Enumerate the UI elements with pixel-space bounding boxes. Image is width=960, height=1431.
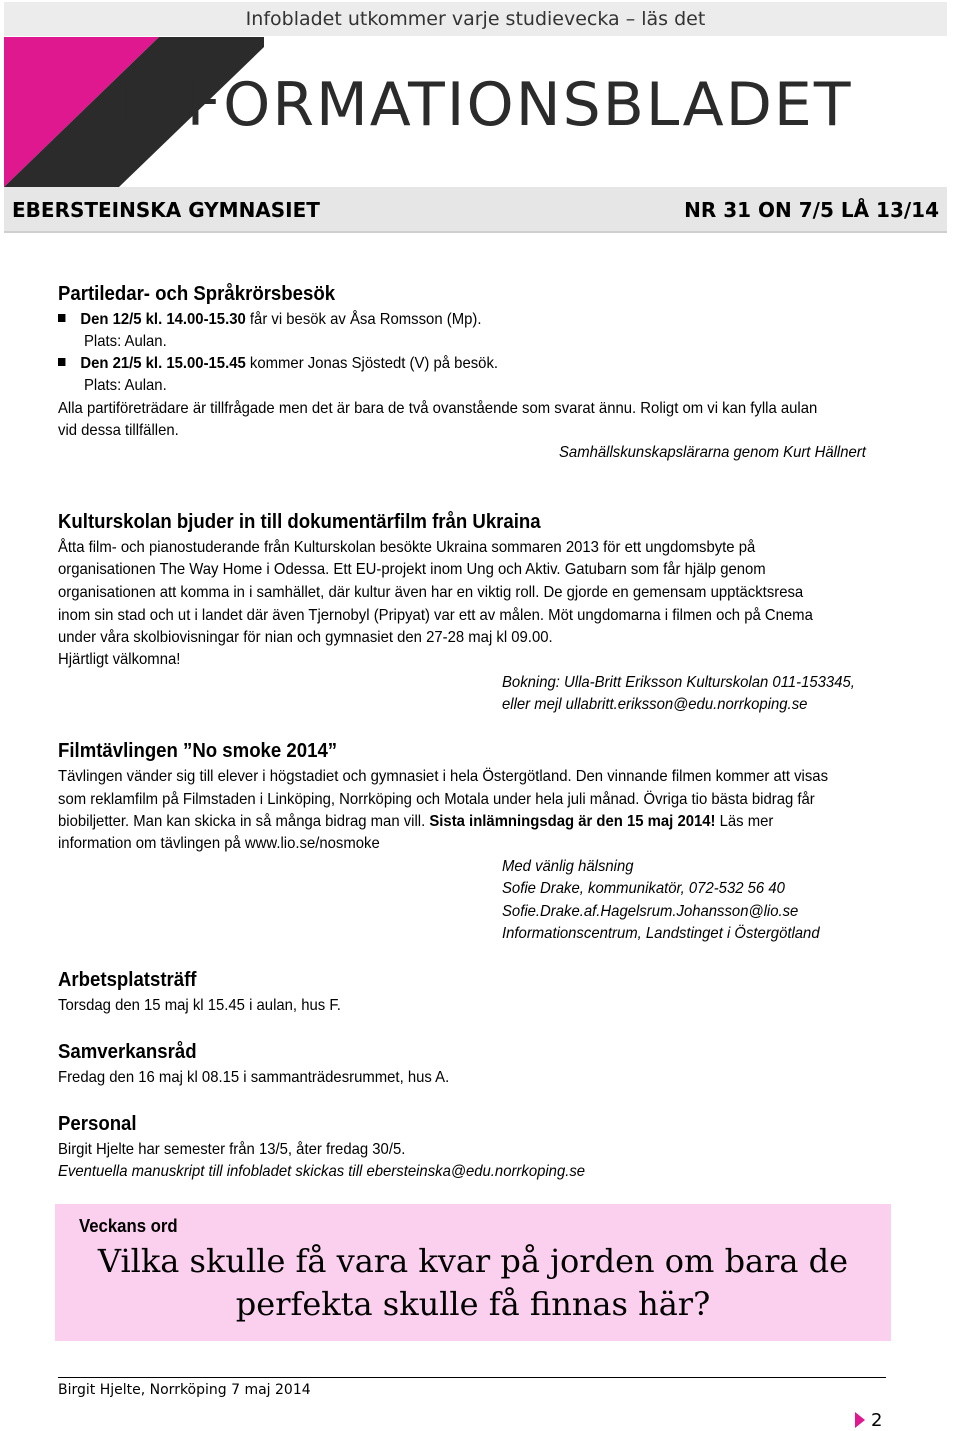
body-text: Alla partiföreträdare är tillfrågade men det är bara de två ovanstående som svarat ännu. Roligt om vi kan fylla aulan xyxy=(58,400,818,417)
page-number xyxy=(855,1410,882,1431)
body-text xyxy=(58,811,773,833)
bullet-bold: Den 21/5 kl. 15.00-15.45 xyxy=(80,355,246,372)
footer-divider xyxy=(58,1377,886,1378)
body-text-link[interactable]: information om tävlingen på www.lio.se/nosmoke xyxy=(58,835,380,852)
signoff-line: Sofie Drake, kommunikatör, 072-532 56 40 xyxy=(502,880,785,897)
footer-text: Birgit Hjelte, Norrköping 7 maj 2014 xyxy=(58,1382,311,1398)
quote-text xyxy=(55,1240,891,1326)
bullet-item xyxy=(58,309,481,331)
weekly-quote-box xyxy=(55,1204,891,1341)
school-bar xyxy=(4,187,947,233)
bullet-place: Plats: Aulan. xyxy=(84,333,167,350)
body-text: som reklamfilm på Filmstaden i Linköping, Norrköping och Motala under hela juli månad. Övriga tio bästa bidrag får xyxy=(58,791,815,808)
tagline-text: Infobladet utkommer varje studievecka – läs det xyxy=(245,8,706,30)
manuscript-note: Eventuella manuskript till infobladet skickas till ebersteinska@edu.norrkoping.se xyxy=(58,1163,586,1180)
body-text: organisationen The Way Home i Odessa. Ett EU-projekt inom Ung och Aktiv. Gatubarn som får hjälp genom xyxy=(58,561,766,578)
section-title-arbets: Arbetsplatsträff xyxy=(58,969,197,991)
tagline-bar xyxy=(4,2,947,36)
section-title-kultur: Kulturskolan bjuder in till dokumentärfilm från Ukraina xyxy=(58,511,541,533)
body-text: inom sin stad och ut i landet där även Tjernobyl (Pripyat) var ett av målen. Möt ungdomarna i filmen och på Cnema xyxy=(58,607,813,624)
body-text: organisationen att komma in i samhället, där kultur även har en viktig roll. De gjorde en gemensam upptäcktsresa xyxy=(58,584,804,601)
booking-line: Bokning: Ulla-Britt Eriksson Kulturskolan 011-153345, xyxy=(502,674,855,691)
bullet-text: kommer Jonas Sjöstedt (V) på besök. xyxy=(245,355,499,372)
body-text: Åtta film- och pianostuderande från Kulturskolan besökte Ukraina sommaren 2013 för ett ungdomsbyte på xyxy=(58,539,756,556)
signature: Samhällskunskapslärarna genom Kurt Hällnert xyxy=(559,444,866,461)
bullet-bold: Den 12/5 kl. 14.00-15.30 xyxy=(80,311,246,328)
school-name: EBERSTEINSKA GYMNASIET xyxy=(12,198,320,222)
bullet-icon xyxy=(58,358,65,366)
quote-label: Veckans ord xyxy=(79,1216,178,1236)
section-title-parti: Partiledar- och Språkrörsbesök xyxy=(58,283,336,305)
body-text: under våra skolbiovisningar för nian och gymnasiet den 27-28 maj kl 09.00. xyxy=(58,629,553,646)
body-text: Tävlingen vänder sig till elever i högstadiet och gymnasiet i hela Östergötland. Den vinnande filmen kommer att visas xyxy=(58,768,829,785)
bullet-item xyxy=(58,353,498,375)
body-text: Birgit Hjelte har semester från 13/5, åter fredag 30/5. xyxy=(58,1141,406,1158)
issue-number: NR 31 ON 7/5 LÅ 13/14 xyxy=(684,198,939,222)
bullet-icon xyxy=(58,314,65,322)
bullet-place: Plats: Aulan. xyxy=(84,377,167,394)
body-text: vid dessa tillfällen. xyxy=(58,422,179,439)
page-number-value: 2 xyxy=(871,1410,883,1431)
body-text-pre: biobiljetter. Man kan skicka in så många bidrag man vill. xyxy=(58,813,430,830)
section-title-personal: Personal xyxy=(58,1113,137,1135)
body-text-post: Läs mer xyxy=(715,813,774,830)
page-arrow-icon xyxy=(855,1412,865,1428)
booking-email[interactable]: eller mejl ullabritt.eriksson@edu.norrkoping.se xyxy=(502,696,808,713)
quote-line: perfekta skulle få finnas här? xyxy=(235,1285,711,1323)
signoff-line: Informationscentrum, Landstinget i Östergötland xyxy=(502,925,820,942)
signoff-line: Med vänlig hälsning xyxy=(502,858,634,875)
masthead-title: INFORMATIONSBLADET xyxy=(120,70,853,140)
body-text: Torsdag den 15 maj kl 15.45 i aulan, hus F. xyxy=(58,997,341,1014)
section-title-film: Filmtävlingen ”No smoke 2014” xyxy=(58,740,338,762)
body-text: Fredag den 16 maj kl 08.15 i sammanträdesrummet, hus A. xyxy=(58,1069,450,1086)
quote-line: Vilka skulle få vara kvar på jorden om bara de xyxy=(97,1242,849,1280)
signoff-email[interactable]: Sofie.Drake.af.Hagelsrum.Johansson@lio.se xyxy=(502,903,799,920)
deadline-text: Sista inlämningsdag är den 15 maj 2014! xyxy=(429,813,716,830)
section-title-samverkan: Samverkansråd xyxy=(58,1041,197,1063)
bullet-text: får vi besök av Åsa Romsson (Mp). xyxy=(245,311,482,328)
body-text: Hjärtligt välkomna! xyxy=(58,651,181,668)
